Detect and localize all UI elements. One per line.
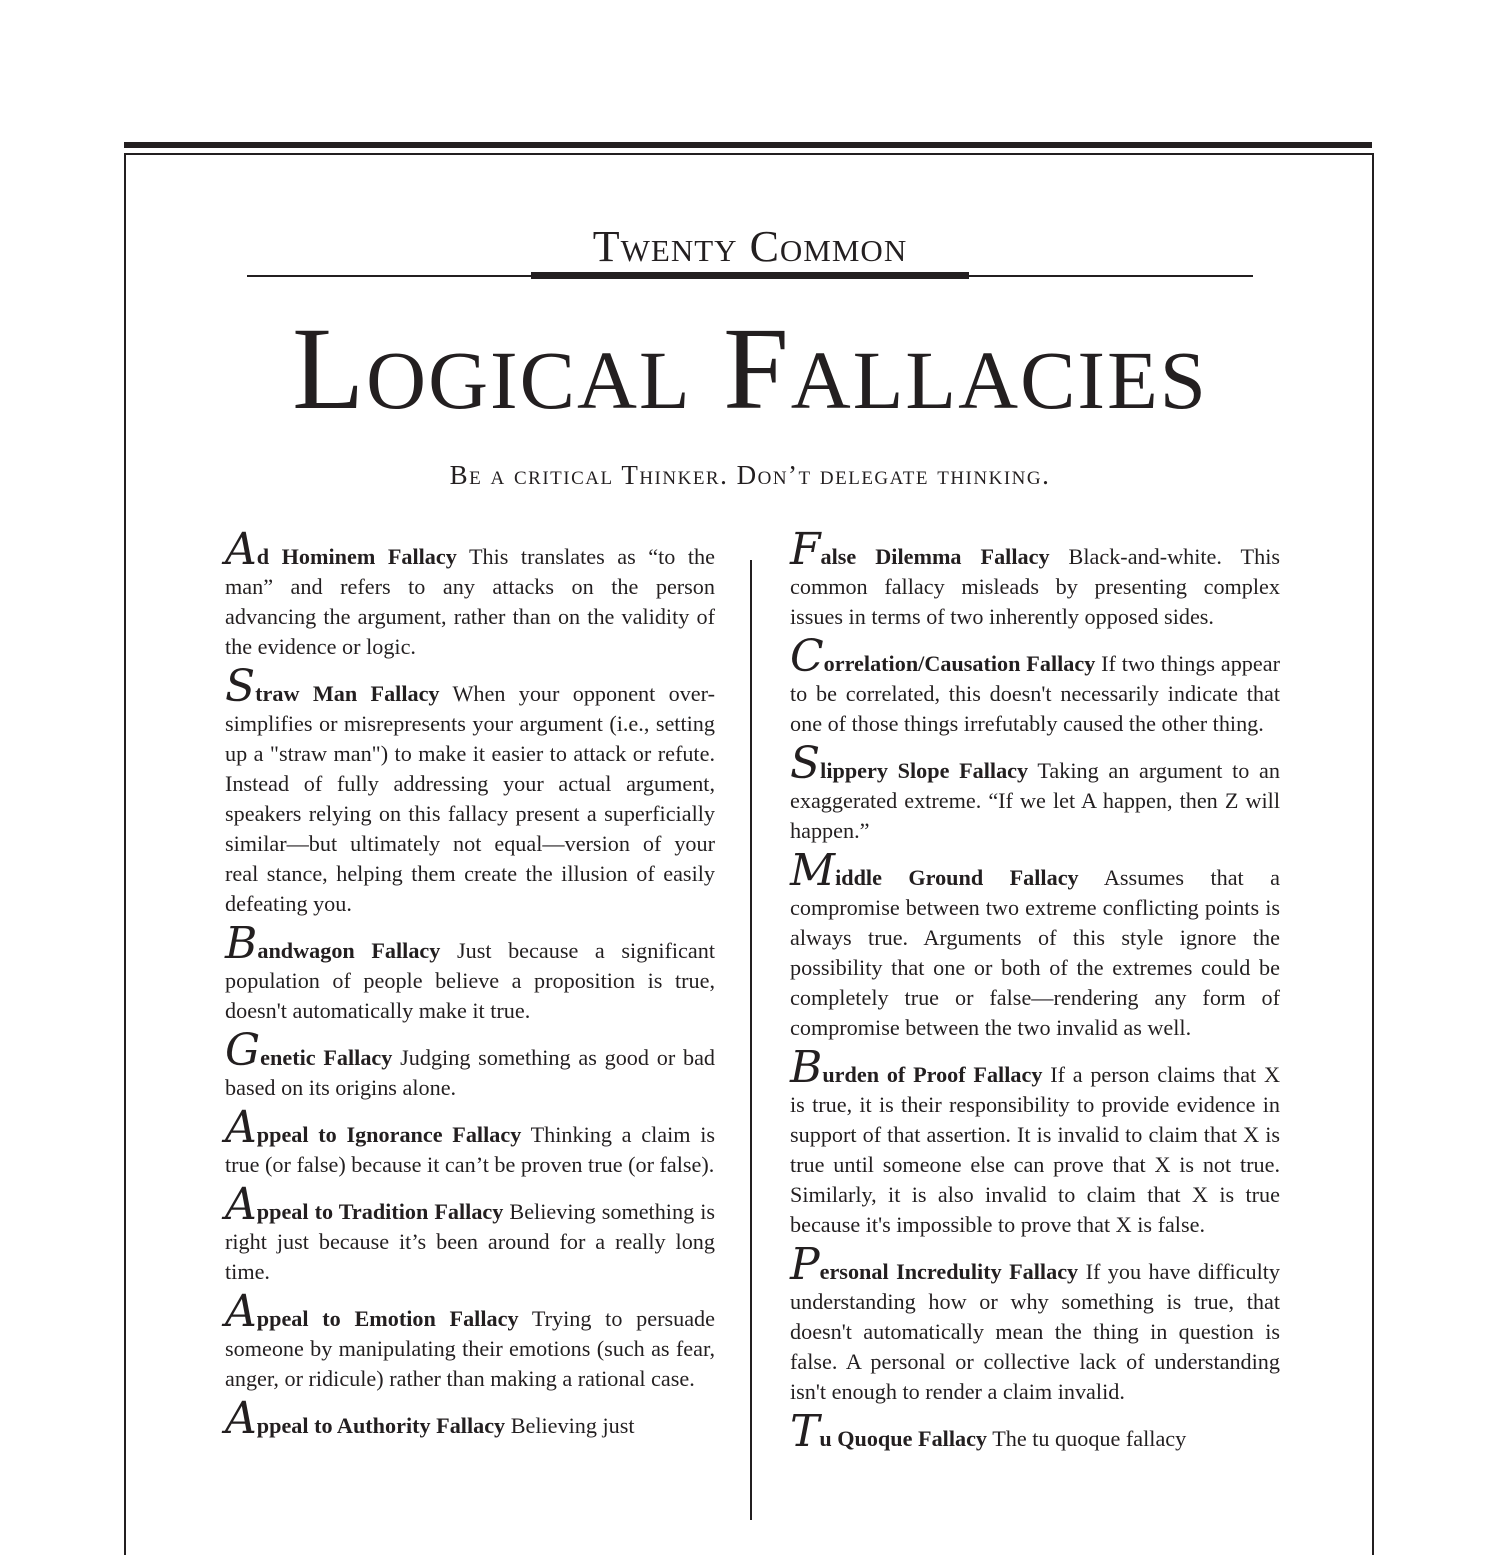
fallacy-name: enetic Fallacy: [260, 1045, 393, 1070]
drop-cap: B: [225, 918, 258, 969]
drop-cap: S: [225, 661, 256, 712]
fallacy-name: d Hominem Fallacy: [256, 544, 457, 569]
fallacy-description: Taking an argument to an exaggerated extreme. “If we let A happen, then Z will happen.”: [790, 758, 1280, 843]
fallacy-entry: [790, 631, 1280, 739]
fallacy-name: ersonal Incredulity Fallacy: [819, 1259, 1079, 1284]
fallacy-description: If a person claims that X is true, it is their responsibility to provide evidence in support of that assertion. It is invalid to claim that X is true until someone else can prove that X is not true. Similarly, it is also invalid to claim that X is true because it's impossible to prove that X is false.: [790, 1062, 1280, 1237]
fallacy-name: ppeal to Tradition Fallacy: [256, 1199, 504, 1224]
fallacy-description: Assumes that a compromise between two extreme conflicting points is always true. Arguments of this style ignore the possibility that one or both of the extremes could be completely true or false—rendering any form of compromise between the two invalid as well.: [790, 865, 1281, 1040]
drop-cap: A: [225, 1179, 257, 1230]
fallacy-entry: [225, 1025, 716, 1103]
title-rule-accent: [531, 272, 969, 279]
fallacy-entry: [790, 845, 1281, 1043]
drop-cap: A: [225, 1102, 257, 1153]
fallacy-description: Black-and-white. This common fallacy misleads by presenting complex issues in terms of two inherently opposed sides.: [790, 544, 1280, 629]
fallacy-name: iddle Ground Fallacy: [835, 865, 1079, 890]
fallacy-name: alse Dilemma Fallacy: [820, 544, 1050, 569]
pretitle: Twenty Common: [592, 222, 908, 271]
top-rule: [124, 142, 1372, 148]
right-column: [790, 524, 1281, 1469]
column-divider: [750, 560, 752, 1520]
drop-cap: A: [225, 1286, 257, 1337]
fallacy-entry: [790, 1239, 1281, 1407]
fallacy-description: When your opponent over-simplifies or misrepresents your argument (i.e., setting up a "straw man") to make it easier to attack or refute. Instead of fully addressing your actual argument, speakers relying on this fallacy present a superficially similar—but ultimately not equal—version of your real stance, helping them create the illusion of easily defeating you.: [225, 681, 715, 916]
fallacy-name: lippery Slope Fallacy: [820, 758, 1029, 783]
fallacy-name: andwagon Fallacy: [257, 938, 441, 963]
drop-cap: C: [790, 631, 824, 682]
fallacy-name: traw Man Fallacy: [255, 681, 440, 706]
fallacy-name: ppeal to Emotion Fallacy: [256, 1306, 519, 1331]
fallacy-name: orrelation/Causation Fallacy: [823, 651, 1096, 676]
drop-cap: A: [225, 524, 257, 575]
drop-cap: B: [790, 1042, 823, 1093]
drop-cap: F: [790, 524, 821, 575]
fallacy-description: Judging something as good or bad based on its origins alone.: [225, 1045, 716, 1100]
fallacy-description: Believing something is right just because it’s been around for a really long time.: [225, 1199, 715, 1284]
fallacy-name: ppeal to Ignorance Fallacy: [256, 1122, 522, 1147]
subtitle: Be a critical Thinker. Don’t delegate thinking.: [449, 460, 1051, 490]
drop-cap: P: [790, 1239, 820, 1290]
fallacy-entry: [790, 1406, 1280, 1457]
left-column: [225, 524, 716, 1456]
fallacy-description: Just because a significant population of people believe a proposition is true, doesn't automatically make it true.: [225, 938, 715, 1023]
fallacy-name: urden of Proof Fallacy: [822, 1062, 1043, 1087]
fallacy-description: Thinking a claim is true (or false) because it can’t be proven true (or false).: [225, 1122, 716, 1177]
fallacy-entry: [790, 738, 1280, 846]
drop-cap: G: [225, 1025, 261, 1076]
fallacy-name: u Quoque Fallacy: [819, 1426, 988, 1451]
fallacy-entry: [225, 524, 715, 662]
fallacy-description: If you have difficulty understanding how or why something is true, that doesn't automatically mean the thing in question is false. A personal or collective lack of understanding isn't enough to render a claim invalid.: [790, 1259, 1281, 1404]
fallacy-name: ppeal to Authority Fallacy: [256, 1413, 506, 1438]
fallacy-description: Believing just: [510, 1413, 635, 1438]
page-title: Logical Fallacies: [292, 303, 1208, 434]
fallacy-entry: [225, 1286, 715, 1394]
drop-cap: M: [790, 845, 836, 896]
drop-cap: T: [790, 1406, 820, 1457]
fallacy-description: Trying to persuade someone by manipulating their emotions (such as fear, anger, or ridicule) rather than making a rational case.: [225, 1306, 715, 1391]
drop-cap: A: [225, 1393, 257, 1444]
fallacy-entry: [225, 918, 715, 1026]
fallacy-description: This translates as “to the man” and refers to any attacks on the person advancing the argument, rather than on the validity of the evidence or logic.: [225, 544, 715, 659]
fallacy-entry: [790, 1042, 1280, 1240]
fallacy-description: The tu quoque fallacy: [992, 1426, 1187, 1451]
fallacy-entry: [225, 661, 715, 919]
fallacy-entry: [225, 1102, 716, 1180]
fallacy-entry: [225, 1179, 715, 1287]
drop-cap: S: [790, 738, 821, 789]
fallacy-entry: [790, 524, 1280, 632]
fallacy-description: If two things appear to be correlated, this doesn't necessarily indicate that one of those things irrefutably caused the other thing.: [790, 651, 1280, 736]
fallacy-entry: [225, 1393, 715, 1444]
